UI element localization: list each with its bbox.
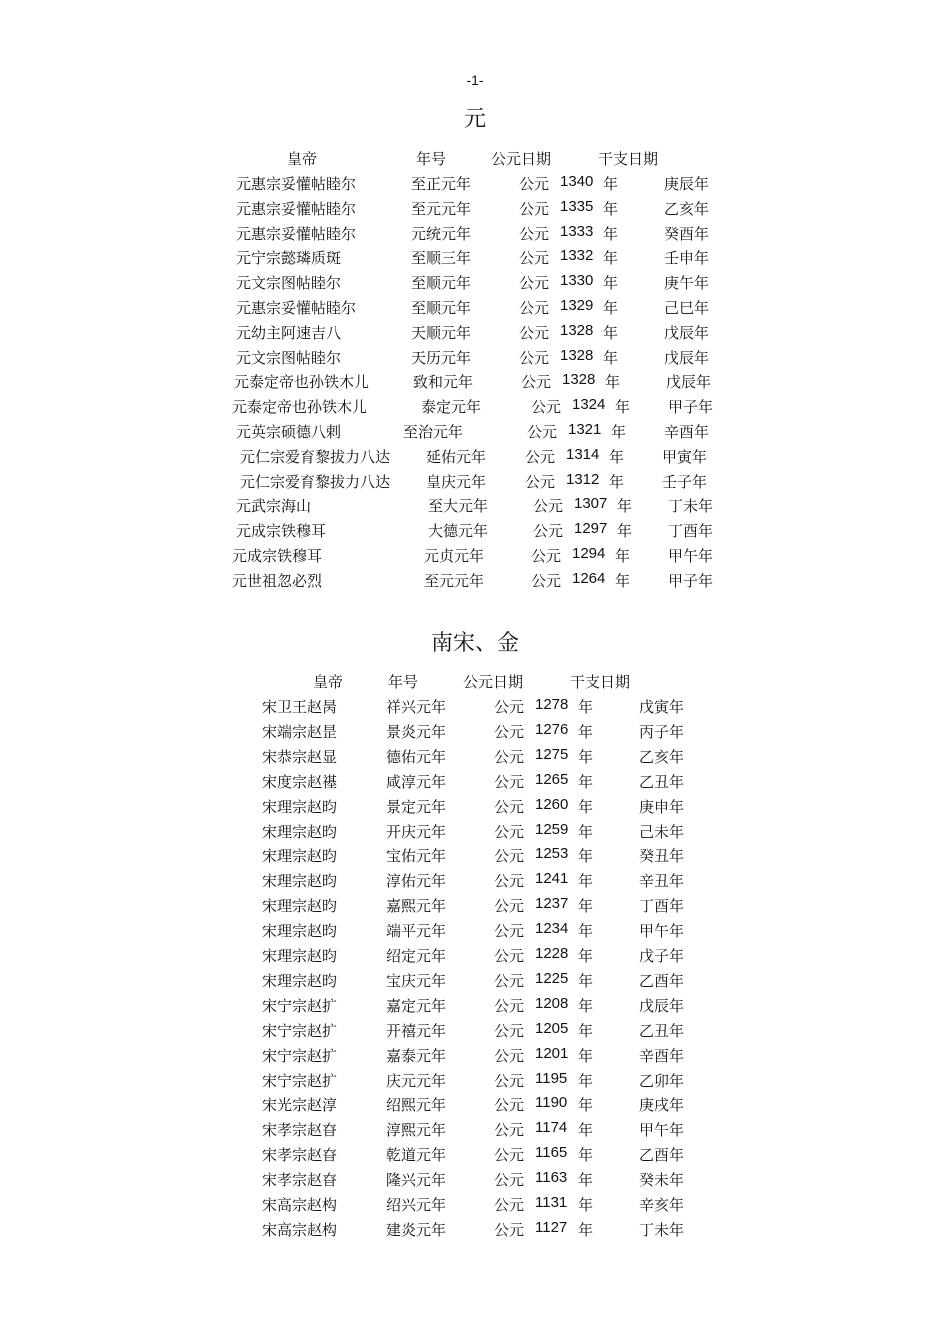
year-unit-cell: 年 (615, 571, 631, 590)
year-cell: 1335 (560, 197, 594, 215)
table-row (0, 247, 950, 272)
ganzhi-cell: 庚辰年 (664, 175, 710, 193)
ganzhi-cell: 己未年 (639, 822, 685, 841)
year-cell: 1165 (535, 1144, 568, 1162)
ganzhi-cell: 庚申年 (639, 797, 685, 816)
emperor-cell: 宋理宗赵昀 (262, 897, 338, 916)
ganzhi-cell: 戊寅年 (639, 698, 685, 716)
era-cell: 景定元年 (386, 797, 447, 816)
emperor-cell: 元仁宗爱育黎拔力八达 (240, 447, 391, 466)
emperor-cell: 元文宗图帖睦尔 (236, 274, 342, 293)
ganzhi-cell: 辛亥年 (639, 1196, 685, 1214)
era-cell: 泰定元年 (421, 398, 482, 417)
era-cell: 建炎元年 (386, 1220, 447, 1239)
year-unit-cell: 年 (605, 373, 621, 392)
year-unit-cell: 年 (578, 1146, 594, 1165)
ganzhi-cell: 甲寅年 (662, 447, 708, 466)
year-unit-cell: 年 (609, 472, 625, 491)
section-title-yuan: 元 (463, 107, 486, 132)
ad-label-cell: 公元 (519, 199, 550, 218)
table-row (0, 520, 950, 545)
era-cell: 至元元年 (411, 199, 472, 218)
year-cell: 1237 (535, 895, 569, 913)
emperor-cell: 元武宗海山 (236, 497, 312, 516)
ganzhi-cell: 甲午年 (639, 922, 685, 941)
ganzhi-cell: 乙丑年 (639, 1021, 685, 1040)
year-cell: 1321 (568, 421, 602, 438)
year-unit-cell: 年 (615, 547, 631, 565)
emperor-cell: 元惠宗妥懽帖睦尔 (236, 299, 357, 317)
era-cell: 咸淳元年 (386, 772, 447, 791)
era-cell: 宝佑元年 (386, 847, 447, 866)
year-cell: 1307 (574, 495, 608, 513)
ad-label-cell: 公元 (533, 497, 564, 516)
table-row (0, 1144, 950, 1169)
year-cell: 1312 (566, 470, 600, 488)
table-row (0, 995, 950, 1020)
ad-label-cell: 公元 (521, 373, 552, 392)
ganzhi-cell: 辛丑年 (639, 872, 685, 891)
ganzhi-cell: 乙酉年 (639, 971, 685, 990)
era-cell: 嘉定元年 (386, 996, 447, 1015)
ad-label-cell: 公元 (494, 1021, 525, 1040)
table-row (0, 1194, 950, 1219)
table-row (0, 870, 950, 895)
year-cell: 1259 (535, 820, 569, 838)
ad-label-cell: 公元 (494, 797, 525, 816)
table-row (0, 696, 950, 721)
year-cell: 1228 (535, 945, 569, 962)
year-unit-cell: 年 (578, 1071, 594, 1090)
emperor-cell: 宋理宗赵昀 (262, 947, 338, 965)
emperor-cell: 宋理宗赵昀 (262, 971, 338, 990)
year-cell: 1332 (560, 247, 594, 265)
ganzhi-cell: 乙酉年 (639, 1146, 685, 1165)
ganzhi-cell: 癸丑年 (639, 847, 685, 866)
year-cell: 1260 (535, 795, 569, 813)
header-era: 年号 (416, 150, 447, 168)
table-row (0, 1119, 950, 1144)
year-cell: 1127 (535, 1218, 568, 1236)
era-cell: 景炎元年 (386, 722, 447, 741)
ganzhi-cell: 戊子年 (639, 947, 685, 965)
year-unit-cell: 年 (603, 175, 619, 193)
year-unit-cell: 年 (609, 447, 625, 466)
year-unit-cell: 年 (578, 996, 594, 1015)
year-cell: 1278 (535, 696, 569, 713)
ad-label-cell: 公元 (494, 897, 525, 916)
year-unit-cell: 年 (617, 522, 633, 541)
ad-label-cell: 公元 (494, 747, 525, 766)
year-unit-cell: 年 (578, 772, 594, 791)
emperor-cell: 元成宗铁穆耳 (232, 547, 323, 565)
year-cell: 1340 (560, 173, 594, 190)
year-unit-cell: 年 (578, 822, 594, 841)
emperor-cell: 宋宁宗赵扩 (262, 1046, 338, 1065)
era-cell: 皇庆元年 (426, 472, 487, 491)
year-unit-cell: 年 (603, 249, 619, 268)
ad-label-cell: 公元 (494, 1196, 525, 1214)
year-unit-cell: 年 (578, 1096, 594, 1115)
year-cell: 1329 (560, 297, 594, 314)
era-cell: 至元元年 (424, 571, 485, 590)
ad-label-cell: 公元 (494, 971, 525, 990)
header-ganzhi: 干支日期 (598, 150, 659, 168)
emperor-cell: 宋宁宗赵扩 (262, 1071, 338, 1090)
ganzhi-cell: 庚戌年 (639, 1096, 685, 1115)
table-row (0, 1070, 950, 1095)
era-cell: 至顺元年 (411, 274, 472, 293)
emperor-cell: 宋卫王赵昺 (262, 698, 338, 716)
year-cell: 1264 (572, 569, 606, 587)
ganzhi-cell: 戊辰年 (664, 323, 710, 342)
year-unit-cell: 年 (578, 1196, 594, 1214)
ad-label-cell: 公元 (494, 847, 525, 866)
year-unit-cell: 年 (603, 323, 619, 342)
emperor-cell: 宋光宗赵淳 (262, 1096, 338, 1115)
emperor-cell: 元成宗铁穆耳 (236, 522, 327, 541)
header-emperor: 皇帝 (287, 150, 318, 168)
ganzhi-cell: 甲午年 (668, 547, 714, 565)
ganzhi-cell: 辛酉年 (639, 1046, 685, 1065)
year-cell: 1328 (560, 346, 594, 364)
year-unit-cell: 年 (578, 1021, 594, 1040)
table-row (0, 347, 950, 372)
emperor-cell: 元泰定帝也孙铁木儿 (234, 373, 370, 392)
emperor-cell: 元文宗图帖睦尔 (236, 348, 342, 367)
table-row (0, 495, 950, 520)
year-unit-cell: 年 (578, 1220, 594, 1239)
ad-label-cell: 公元 (519, 323, 550, 342)
table-row (0, 821, 950, 846)
emperor-cell: 宋理宗赵昀 (262, 872, 338, 891)
era-cell: 天历元年 (411, 348, 472, 367)
year-unit-cell: 年 (578, 872, 594, 891)
table-row (0, 895, 950, 920)
emperor-cell: 元幼主阿速吉八 (236, 323, 342, 342)
table-row (0, 223, 950, 248)
year-unit-cell: 年 (603, 348, 619, 367)
era-cell: 绍兴元年 (386, 1196, 447, 1214)
table-row (0, 1219, 950, 1244)
ad-label-cell: 公元 (494, 996, 525, 1015)
table-row (0, 570, 950, 595)
year-cell: 1174 (535, 1119, 568, 1137)
year-cell: 1201 (535, 1044, 569, 1062)
header-ganzhi: 干支日期 (570, 673, 631, 691)
ad-label-cell: 公元 (494, 1121, 525, 1140)
table-row (0, 945, 950, 970)
table-row (0, 471, 950, 496)
era-cell: 开庆元年 (386, 822, 447, 841)
ad-label-cell: 公元 (519, 299, 550, 317)
era-cell: 致和元年 (413, 373, 474, 392)
table-row (0, 1020, 950, 1045)
year-unit-cell: 年 (578, 897, 594, 916)
ganzhi-cell: 丁未年 (668, 497, 714, 516)
emperor-cell: 宋宁宗赵扩 (262, 1021, 338, 1040)
era-cell: 天顺元年 (411, 323, 472, 342)
table-row (0, 796, 950, 821)
emperor-cell: 宋恭宗赵显 (262, 747, 338, 766)
ad-label-cell: 公元 (519, 249, 550, 268)
table-row (0, 446, 950, 471)
ad-label-cell: 公元 (494, 1071, 525, 1090)
era-cell: 延佑元年 (426, 447, 487, 466)
year-cell: 1276 (535, 720, 569, 738)
emperor-cell: 宋孝宗赵昚 (262, 1146, 338, 1165)
ad-label-cell: 公元 (519, 224, 550, 243)
era-cell: 开禧元年 (386, 1021, 447, 1040)
ganzhi-cell: 乙卯年 (639, 1071, 685, 1090)
ad-label-cell: 公元 (494, 722, 525, 741)
year-unit-cell: 年 (603, 224, 619, 243)
year-unit-cell: 年 (603, 199, 619, 218)
ad-label-cell: 公元 (527, 423, 558, 441)
year-cell: 1324 (572, 396, 606, 414)
year-unit-cell: 年 (578, 847, 594, 866)
year-cell: 1297 (574, 520, 608, 538)
ad-label-cell: 公元 (525, 447, 556, 466)
emperor-cell: 宋高宗赵构 (262, 1196, 338, 1214)
ganzhi-cell: 甲子年 (668, 398, 714, 417)
ad-label-cell: 公元 (519, 348, 550, 367)
year-unit-cell: 年 (615, 398, 631, 417)
table-row (0, 746, 950, 771)
year-unit-cell: 年 (578, 1171, 594, 1190)
emperor-cell: 宋孝宗赵昚 (262, 1171, 338, 1190)
ganzhi-cell: 乙亥年 (664, 199, 710, 218)
ad-label-cell: 公元 (494, 1220, 525, 1239)
ganzhi-cell: 癸未年 (639, 1171, 685, 1190)
table-row (0, 545, 950, 570)
year-unit-cell: 年 (603, 274, 619, 293)
ganzhi-cell: 甲午年 (639, 1121, 685, 1140)
ganzhi-cell: 丁酉年 (639, 897, 685, 916)
table-row (0, 845, 950, 870)
header-era: 年号 (388, 673, 419, 691)
era-cell: 隆兴元年 (386, 1171, 447, 1190)
emperor-cell: 元英宗硕德八剌 (236, 423, 342, 441)
ad-label-cell: 公元 (525, 472, 556, 491)
table-row (0, 322, 950, 347)
year-cell: 1328 (560, 321, 594, 339)
ad-label-cell: 公元 (494, 1096, 525, 1115)
table-row (0, 371, 950, 396)
table-row (0, 1169, 950, 1194)
year-cell: 1234 (535, 920, 569, 938)
ad-label-cell: 公元 (531, 398, 562, 417)
era-cell: 庆元元年 (386, 1071, 447, 1090)
year-cell: 1330 (560, 272, 594, 290)
year-unit-cell: 年 (578, 922, 594, 941)
year-cell: 1190 (535, 1094, 568, 1112)
table-row (0, 721, 950, 746)
era-cell: 至顺三年 (411, 249, 472, 268)
emperor-cell: 宋宁宗赵扩 (262, 996, 338, 1015)
year-unit-cell: 年 (578, 747, 594, 766)
year-cell: 1195 (535, 1069, 568, 1087)
emperor-cell: 元惠宗妥懽帖睦尔 (236, 199, 357, 218)
era-cell: 祥兴元年 (386, 698, 447, 716)
era-cell: 至大元年 (428, 497, 489, 516)
year-cell: 1241 (535, 870, 569, 888)
emperor-cell: 元惠宗妥懽帖睦尔 (236, 224, 357, 243)
year-cell: 1163 (535, 1169, 568, 1187)
emperor-cell: 宋理宗赵昀 (262, 922, 338, 941)
emperor-cell: 宋理宗赵昀 (262, 847, 338, 866)
emperor-cell: 宋度宗赵禥 (262, 772, 338, 791)
ad-label-cell: 公元 (531, 571, 562, 590)
ganzhi-cell: 己巳年 (664, 299, 710, 317)
ad-label-cell: 公元 (494, 772, 525, 791)
emperor-cell: 宋理宗赵昀 (262, 822, 338, 841)
ganzhi-cell: 甲子年 (668, 571, 714, 590)
table-row (0, 421, 950, 446)
ganzhi-cell: 丁酉年 (668, 522, 714, 541)
page-number: -1- (466, 72, 484, 88)
header-ad-date: 公元日期 (463, 673, 524, 691)
era-cell: 乾道元年 (386, 1146, 447, 1165)
ad-label-cell: 公元 (494, 1146, 525, 1165)
year-cell: 1333 (560, 222, 594, 240)
year-cell: 1328 (562, 371, 596, 389)
ad-label-cell: 公元 (519, 274, 550, 293)
era-cell: 至正元年 (411, 175, 472, 193)
ad-label-cell: 公元 (533, 522, 564, 541)
year-unit-cell: 年 (578, 1121, 594, 1140)
era-cell: 大德元年 (428, 522, 489, 541)
year-cell: 1208 (535, 994, 569, 1012)
era-cell: 至顺元年 (411, 299, 472, 317)
year-cell: 1131 (535, 1194, 568, 1211)
year-cell: 1314 (566, 445, 600, 463)
table-row (0, 396, 950, 421)
ad-label-cell: 公元 (494, 872, 525, 891)
ganzhi-cell: 壬子年 (662, 472, 708, 491)
era-cell: 嘉熙元年 (386, 897, 447, 916)
era-cell: 绍定元年 (386, 947, 447, 965)
era-cell: 宝庆元年 (386, 971, 447, 990)
ad-label-cell: 公元 (494, 922, 525, 941)
era-cell: 绍熙元年 (386, 1096, 447, 1115)
ad-label-cell: 公元 (531, 547, 562, 565)
emperor-cell: 元世祖忽必烈 (232, 571, 323, 590)
year-cell: 1225 (535, 969, 569, 987)
year-unit-cell: 年 (611, 423, 627, 441)
ganzhi-cell: 庚午年 (664, 274, 710, 293)
table-row (0, 173, 950, 198)
era-cell: 元贞元年 (424, 547, 485, 565)
header-emperor: 皇帝 (313, 673, 344, 691)
ad-label-cell: 公元 (494, 698, 525, 716)
era-cell: 淳熙元年 (386, 1121, 447, 1140)
ganzhi-cell: 乙丑年 (639, 772, 685, 791)
ad-label-cell: 公元 (494, 947, 525, 965)
table-row (0, 771, 950, 796)
section-title-southern-song-jin: 南宋、金 (430, 631, 519, 656)
emperor-cell: 元仁宗爱育黎拔力八达 (240, 472, 391, 491)
year-unit-cell: 年 (578, 698, 594, 716)
table-row (0, 1045, 950, 1070)
year-cell: 1294 (572, 545, 606, 562)
table-row (0, 297, 950, 322)
ganzhi-cell: 戊辰年 (666, 373, 712, 392)
emperor-cell: 宋孝宗赵昚 (262, 1121, 338, 1140)
ganzhi-cell: 丙子年 (639, 722, 685, 741)
year-cell: 1253 (535, 845, 569, 863)
table-row (0, 920, 950, 945)
emperor-cell: 宋理宗赵昀 (262, 797, 338, 816)
era-cell: 端平元年 (386, 922, 447, 941)
era-cell: 元统元年 (411, 224, 472, 243)
ad-label-cell: 公元 (494, 1171, 525, 1190)
year-unit-cell: 年 (578, 971, 594, 990)
header-ad-date: 公元日期 (491, 150, 552, 168)
ad-label-cell: 公元 (494, 822, 525, 841)
emperor-cell: 宋端宗赵昰 (262, 722, 338, 741)
era-cell: 嘉泰元年 (386, 1046, 447, 1065)
year-unit-cell: 年 (578, 1046, 594, 1065)
year-cell: 1275 (535, 745, 569, 763)
year-cell: 1265 (535, 770, 569, 788)
year-unit-cell: 年 (578, 722, 594, 741)
era-cell: 淳佑元年 (386, 872, 447, 891)
year-unit-cell: 年 (578, 947, 594, 965)
ganzhi-cell: 辛酉年 (664, 423, 710, 441)
emperor-cell: 元宁宗懿璘质斑 (236, 249, 342, 268)
table-row (0, 272, 950, 297)
year-unit-cell: 年 (578, 797, 594, 816)
ganzhi-cell: 戊辰年 (639, 996, 685, 1015)
ganzhi-cell: 戊辰年 (664, 348, 710, 367)
table-row (0, 970, 950, 995)
table-row (0, 1094, 950, 1119)
emperor-cell: 元泰定帝也孙铁木儿 (232, 398, 368, 417)
year-unit-cell: 年 (603, 299, 619, 317)
ad-label-cell: 公元 (519, 175, 550, 193)
ganzhi-cell: 癸酉年 (664, 224, 710, 243)
era-cell: 德佑元年 (386, 747, 447, 766)
year-unit-cell: 年 (617, 497, 633, 516)
table-row (0, 198, 950, 223)
ad-label-cell: 公元 (494, 1046, 525, 1065)
ganzhi-cell: 丁未年 (639, 1220, 685, 1239)
emperor-cell: 宋高宗赵构 (262, 1220, 338, 1239)
year-cell: 1205 (535, 1019, 569, 1037)
ganzhi-cell: 壬申年 (664, 249, 710, 268)
era-cell: 至治元年 (403, 423, 464, 441)
emperor-cell: 元惠宗妥懽帖睦尔 (236, 175, 357, 193)
ganzhi-cell: 乙亥年 (639, 747, 685, 766)
